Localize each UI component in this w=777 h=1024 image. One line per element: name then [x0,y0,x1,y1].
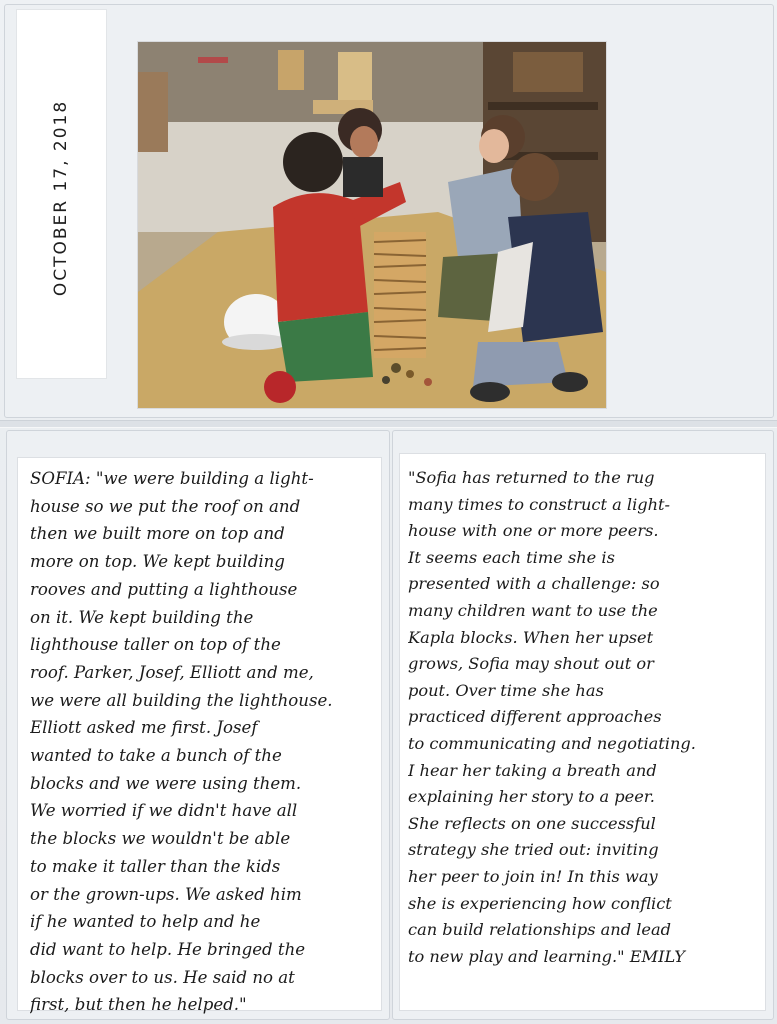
reflection-line: house with one or more peers. [408,521,659,541]
quote-line: SOFIA: "we were building a light- [30,469,314,488]
child-quote-card [18,458,381,1015]
quote-line: then we built more on top and [30,524,285,544]
quote-line: did want to help. He bringed the [30,939,306,959]
quote-line: first, but then he helped." [30,995,247,1015]
quote-line: or the grown-ups. We asked him [30,884,302,904]
quote-line: if he wanted to help and he [30,912,261,932]
reflection-line: Kapla blocks. When her upset [408,627,654,647]
date-card [17,10,106,378]
classroom-photo [138,42,606,408]
child-quote-text [18,458,381,1019]
quote-line: blocks and we were using them. [30,773,302,793]
reflection-line: strategy she tried out: inviting [408,840,659,860]
reflection-line: to communicating and negotiating. [408,733,696,753]
reflection-line: It seems each time she is [408,547,615,567]
quote-line: rooves and putting a lighthouse [30,579,298,599]
reflection-line: She reflects on one successful [408,813,656,833]
teacher-reflection-card [400,454,765,1010]
quote-line: we were all building the lighthouse. [30,690,333,710]
photo-children-building-blocks-icon [138,42,606,408]
reflection-line: presented with a challenge: so [408,574,660,594]
reflection-line: many children want to use the [408,600,658,620]
quote-line: wanted to take a bunch of the [30,746,282,766]
sleeve-divider [0,420,777,428]
reflection-line: can build relationships and lead [408,920,672,940]
reflection-line: explaining her story to a peer. [408,787,655,807]
date-label: OCTOBER 17, 2018 [51,99,71,297]
quote-line: Elliott asked me first. Josef [30,718,258,738]
reflection-line: many times to construct a light- [408,494,671,514]
reflection-line: "Sofia has returned to the rug [408,468,655,487]
quote-line: roof. Parker, Josef, Elliott and me, [30,662,314,682]
reflection-line: to new play and learning." EMILY [408,946,685,966]
quote-line: blocks over to us. He said no at [30,967,295,987]
reflection-line: she is experiencing how conflict [408,893,672,913]
quote-line: We worried if we didn't have all [30,801,298,821]
reflection-line: I hear her taking a breath and [408,760,657,780]
quote-line: house so we put the roof on and [30,496,301,516]
reflection-line: pout. Over time she has [408,680,604,700]
reflection-line: grows, Sofia may shout out or [408,654,654,674]
quote-line: more on top. We kept building [30,552,285,572]
quote-line: to make it taller than the kids [30,856,281,876]
quote-line: lighthouse taller on top of the [30,635,281,655]
quote-line: on it. We kept building the [30,607,254,627]
quote-line: the blocks we wouldn't be able [30,829,291,849]
teacher-reflection-text [400,454,765,970]
reflection-line: practiced different approaches [408,707,662,727]
reflection-line: her peer to join in! In this way [408,866,658,886]
